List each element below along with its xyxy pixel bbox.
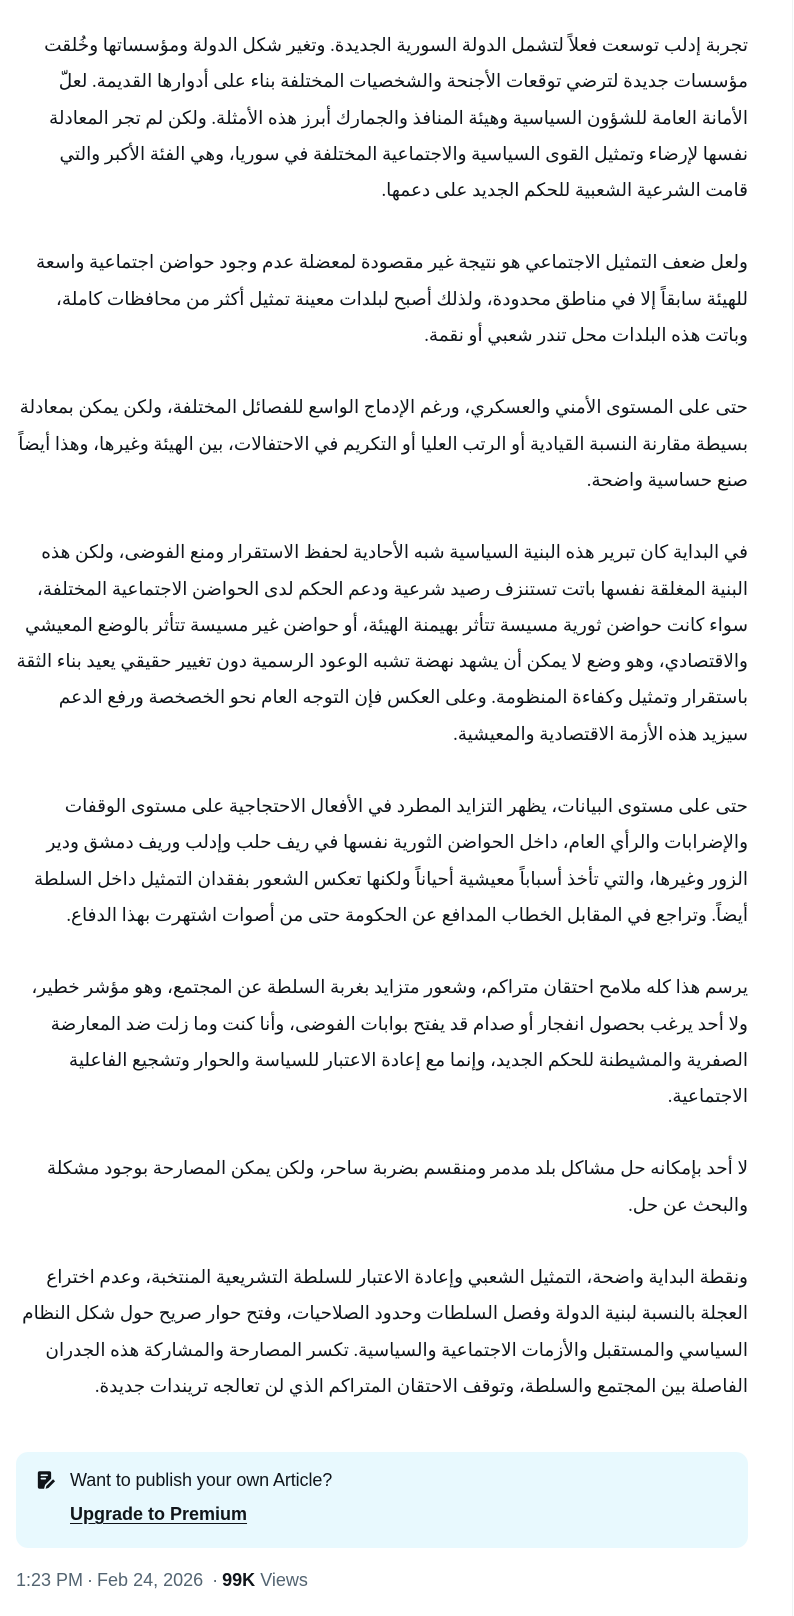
- upgrade-to-premium-link[interactable]: Upgrade to Premium: [70, 1504, 248, 1524]
- premium-prompt-row: [36, 1466, 728, 1494]
- post-meta: [16, 1570, 308, 1591]
- views-count: 99K: [222, 1570, 256, 1590]
- post-timestamp-link[interactable]: [16, 1570, 208, 1590]
- article-paragraph: حتى على مستوى البيانات، يظهر التزايد المطرد في الأفعال الاحتجاجية على مستوى الوقفات والإضرابات والرأي العام، داخل الحواضن الثورية نفسها في ريف حلب وإدلب وريف دمشق ودير الزور وغيرها، والتي تأخذ أسباباً معيشية أحياناً ولكنها تعكس الشعور بفقدان التمثيل داخل السلطة أيضاً. وتراجع في المقابل الخطاب المدافع عن الحكومة حتى من أصوات اشتهرت بهذا الدفاع.: [34, 797, 748, 926]
- premium-upsell-banner: [16, 1452, 748, 1548]
- meta-separator: ·: [87, 1570, 94, 1590]
- meta-separator: ·: [212, 1570, 219, 1590]
- article: [16, 28, 748, 1441]
- article-paragraph: تجربة إدلب توسعت فعلاً لتشمل الدولة السورية الجديدة. وتغير شكل الدولة ومؤسساتها وخُلقت مؤسسات جديدة لترضي توقعات الأجنحة والشخصيات المختلفة بناء على أدوارها القديمة. لعلّ الأمانة العامة للشؤون السياسية وهيئة المنافذ والجمارك أبرز هذه الأمثلة. ولكن لم تجر المعادلة نفسها لإرضاء وتمثيل القوى السياسية والاجتماعية المختلفة في سوريا، وهي الفئة الأكبر والتي قامت الشرعية الشعبية للحكم الجديد على دعمها.: [44, 36, 748, 202]
- article-paragraph: ولعل ضعف التمثيل الاجتماعي هو نتيجة غير مقصودة لمعضلة عدم وجود حواضن اجتماعية واسعة للهيئة سابقاً إلا في مناطق محدودة، ولذلك أصبح لبلدات معينة تمثيل أكثر من محافظات كاملة، وباتت هذه البلدات محل تندر شعبي أو نقمة.: [36, 253, 748, 347]
- article-paragraph: يرسم هذا كله ملامح احتقان متراكم، وشعور متزايد بغربة السلطة عن المجتمع، وهو مؤشر خطير، ولا أحد يرغب بحصول انفجار أو صدام قد يفتح بوابات الفوضى، وأنا كنت وما زلت ضد المعارضة الصفرية والمشيطنة للحكم الجديد، وإنما مع إعادة الاعتبار للسياسة والحوار وتشجيع الفاعلية الاجتماعية.: [31, 978, 748, 1108]
- views-indicator: [222, 1570, 308, 1590]
- article-paragraph: حتى على المستوى الأمني والعسكري، ورغم الإدماج الواسع للفصائل المختلفة، ولكن يمكن بمعادلة بسيطة مقارنة النسبة القيادية أو الرتب العليا أو التكريم في الاحتفالات، بين الهيئة وغيرها، وهذا أيضاً صنع حساسية واضحة.: [18, 398, 748, 491]
- post-time: 1:23 PM: [16, 1570, 84, 1590]
- column-divider: [792, 0, 793, 1616]
- premium-prompt-text: Want to publish your own Article?: [70, 1469, 333, 1490]
- views-label: Views: [260, 1570, 308, 1590]
- article-paragraph: في البداية كان تبرير هذه البنية السياسية شبه الأحادية لحفظ الاستقرار ومنع الفوضى، ولكن هذه البنية المغلقة نفسها باتت تستنزف رصيد شرعية ودعم الحكم لدى الحواضن الاجتماعية المختلفة، سواء كانت حواضن ثورية مسيسة تتأثر بهيمنة الهيئة، أو حواضن غير مسيسة تتأثر بالوضع المعيشي والاقتصادي، وهو وضع لا يمكن أن يشهد نهضة تشبه الوعود الرسمية دون تغيير حقيقي يعيد بناء الثقة باستقرار وتمثيل وكفاءة المنظومة. وعلى العكس فإن التوجه العام نحو الخصخصة ورفع الدعم سيزيد هذه الأزمة الاقتصادية والمعيشية.: [16, 543, 748, 745]
- article-paragraph: ونقطة البداية واضحة، التمثيل الشعبي وإعادة الاعتبار للسلطة التشريعية المنتخبة، وعدم اختراع العجلة بالنسبة لبنية الدولة وفصل السلطات وحدود الصلاحيات، وفتح حوار صريح حول شكل النظام السياسي والمستقبل والأزمات الاجتماعية والسياسية. تكسر المصارحة والمشاركة هذه الجدران الفاصلة بين المجتمع والسلطة، وتوقف الاحتقان المتراكم الذي لن تعالجه تريندات جديدة.: [22, 1268, 748, 1397]
- article-body: [16, 28, 748, 1405]
- post-date: Feb 24, 2026: [97, 1570, 204, 1590]
- article-paragraph: لا أحد بإمكانه حل مشاكل بلد مدمر ومنقسم بضربة ساحر، ولكن يمكن المصارحة بوجود مشكلة والبحث عن حل.: [46, 1159, 748, 1216]
- compose-article-icon: [36, 1469, 58, 1491]
